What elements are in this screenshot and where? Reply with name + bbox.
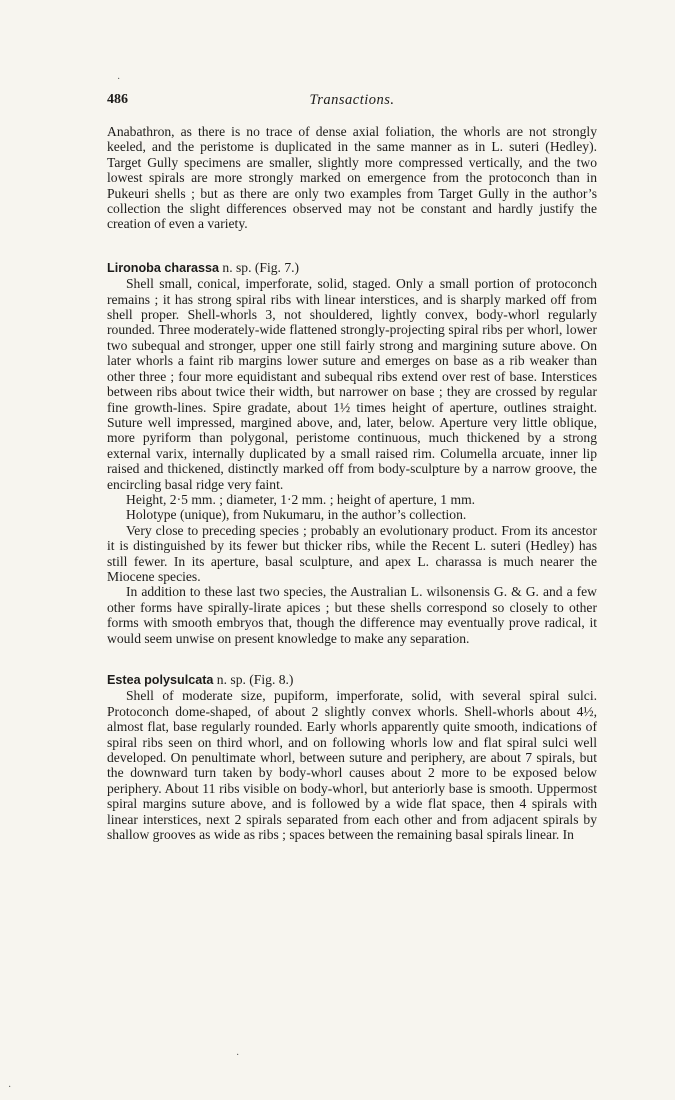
page-header bbox=[107, 92, 597, 112]
heading-suffix: n. sp. (Fig. 7.) bbox=[219, 259, 300, 275]
page-body bbox=[107, 124, 597, 842]
running-title: Transactions. bbox=[309, 92, 395, 108]
heading-suffix: n. sp. (Fig. 8.) bbox=[213, 672, 294, 687]
holotype-paragraph: Holotype (unique), from Nukumaru, in the author’s collection. bbox=[126, 507, 467, 523]
print-speck: · bbox=[8, 1082, 12, 1093]
species-heading-lironoba bbox=[107, 260, 597, 276]
intro-paragraph: Anabathron, as there is no trace of dense axial foliation, the whorls are not strongly keeled, and the peristome is duplicated in the same manner as in L. suteri (Hedley). Target Gully specimens are smaller, slightly more compressed vertically, and the two lowest spirals are more strongly marked on emergence from the protoconch than in Pukeuri shells ; but as there are only two examples from Target Gully in the author’s collection the slight differences observed may not be constant and hardly justify the creation of even a variety. bbox=[107, 124, 597, 232]
print-speck: · bbox=[236, 1050, 240, 1061]
print-speck: · bbox=[117, 74, 121, 85]
remarks-paragraph: Very close to preceding species ; probably an evolutionary product. From its ancestor it is distinguished by its fewer but thicker ribs, while the Recent L. suteri (Hedley) has still fewer. In its aperture, basal sculpture, and apex L. charassa is much nearer the Miocene species. bbox=[107, 522, 597, 584]
species-name: Estea polysulcata bbox=[107, 673, 214, 687]
page-number: 486 bbox=[107, 92, 128, 107]
species-name: Lironoba charassa bbox=[107, 260, 219, 275]
description-paragraph: Shell of moderate size, pupiform, imperforate, solid, with several spiral sulci. Protoconch dome-shaped, of about 2 slightly convex whorls. Shell-whorls about 4½, almost flat, base regularly rounded. Early whorls apparently quite smooth, indications of spiral ribs seen on third whorl, and on following whorls low and flat spiral sulci well developed. On penultimate whorl, between suture and periphery, are about 7 spirals, but the downward turn taken by body-whorl causes about 2 more to be exposed below periphery. About 11 ribs visible on body-whorl, but anteriorly base is smooth. Uppermost spiral margins suture above, and is followed by a wide flat space, then 4 spirals with linear interstices, next 2 spirals separated from each other and from adjacent spirals by shallow grooves as wide as ribs ; spaces between the remaining basal spirals linear. In bbox=[107, 688, 597, 843]
species-heading-estea bbox=[107, 672, 597, 688]
measurements-paragraph: Height, 2·5 mm. ; diameter, 1·2 mm. ; height of aperture, 1 mm. bbox=[126, 491, 476, 507]
description-paragraph: Shell small, conical, imperforate, solid, staged. Only a small portion of protoconch remains ; it has strong spiral ribs with linear interstices, and is sharply marked off from shell proper. Shell-whorls 3, not shouldered, lightly convex, body-whorl regularly rounded. Three moderately-wide flattened strongly-projecting spiral ribs per whorl, lower two subequal and stronger, upper one still fairly strong and margining suture above. On later whorls a faint rib margins lower suture and emerges on base as a rib weaker than other three ; four more equidistant and subequal ribs extend over rest of base. Interstices between ribs about twice their width, but narrower on base ; they are crossed by regular fine growth-lines. Spire gradate, about 1½ times height of aperture, outlines straight. Suture well impressed, margined above, and, later, below. Aperture very little oblique, more pyriform than polygonal, peristome continuous, much thickened by a strong external varix, internally duplicated by a small raised rim. Columella arcuate, inner lip raised and thickened, distinctly marked off from body-sculpture by a narrow groove, the encircling basal ridge very faint. bbox=[107, 276, 597, 492]
remarks-paragraph-2: In addition to these last two species, the Australian L. wilsonensis G. & G. and a few other forms have spirally-lirate apices ; but these shells correspond so closely to other forms with smooth embryos that, though the difference may eventually prove radical, it would seem unwise on present knowledge to make any separation. bbox=[107, 584, 597, 646]
